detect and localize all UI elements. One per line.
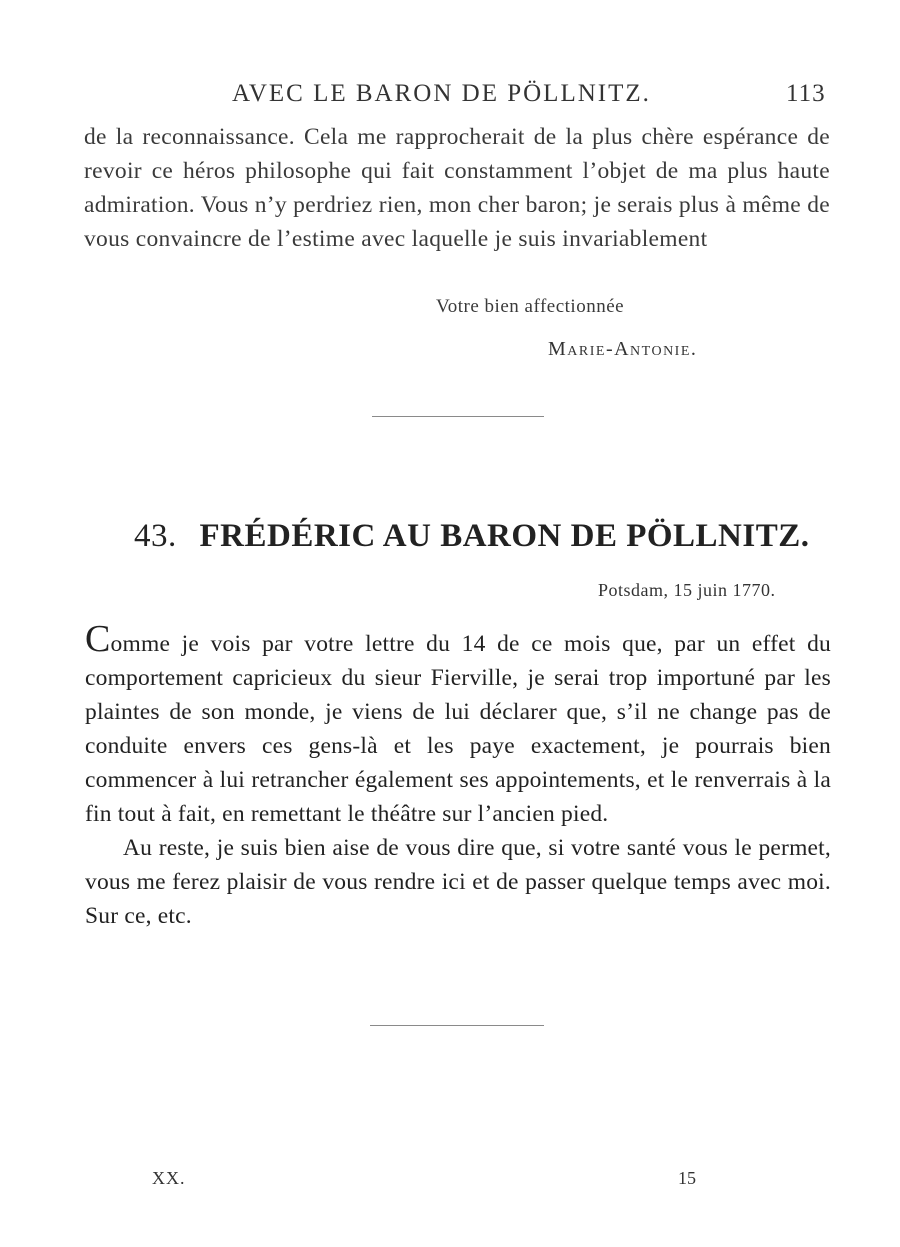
gathering-number: 15 <box>678 1168 696 1188</box>
letter-signature: Marie-Antonie. <box>548 338 698 360</box>
letter-heading <box>134 518 810 555</box>
letter-closing: Votre bien affectionnée <box>436 296 625 317</box>
letter-paragraph <box>85 620 831 831</box>
section-divider <box>370 1025 544 1026</box>
drop-cap: C <box>85 618 111 660</box>
letter-paragraph: Au reste, je suis bien aise de vous dire que, si votre santé vous le permet, vous me ferez plaisir de vous rendre ici et de passer quelque temps avec moi. Sur ce, etc. <box>85 835 831 929</box>
section-divider <box>372 416 544 417</box>
running-head: AVEC LE BARON DE PÖLLNITZ. <box>232 80 651 107</box>
paragraph-text: omme je vois par votre lettre du 14 de ce mois que, par un effet du comportement capricieux du sieur Fierville, je serai trop importuné par les plaintes de son monde, je viens de lui déclarer que, s’il ne change pas de conduite envers ces gens-là et les paye exactement, je pourrais bien commencer à lui retrancher également ses appointements, et le renverrais à la fin tout à fait, en remettant le théâtre sur l’ancien pied. <box>85 631 831 827</box>
letter-dateline: Potsdam, 15 juin 1770. <box>598 580 776 600</box>
previous-letter-ending: de la reconnaissance. Cela me rapprocherait de la plus chère espérance de revoir ce héros philosophe qui fait constamment l’objet de ma plus haute admiration. Vous n’y perdriez rien, mon cher baron; je serais plus à même de vous convaincre de l’estime avec laquelle je suis invariablement <box>84 124 830 252</box>
signature-mark: XX. <box>152 1168 186 1188</box>
letter-number: 43. <box>134 518 177 554</box>
letter-body <box>85 620 831 933</box>
page-number: 113 <box>786 80 826 107</box>
letter-title: FRÉDÉRIC AU BARON DE PÖLLNITZ. <box>199 518 810 554</box>
